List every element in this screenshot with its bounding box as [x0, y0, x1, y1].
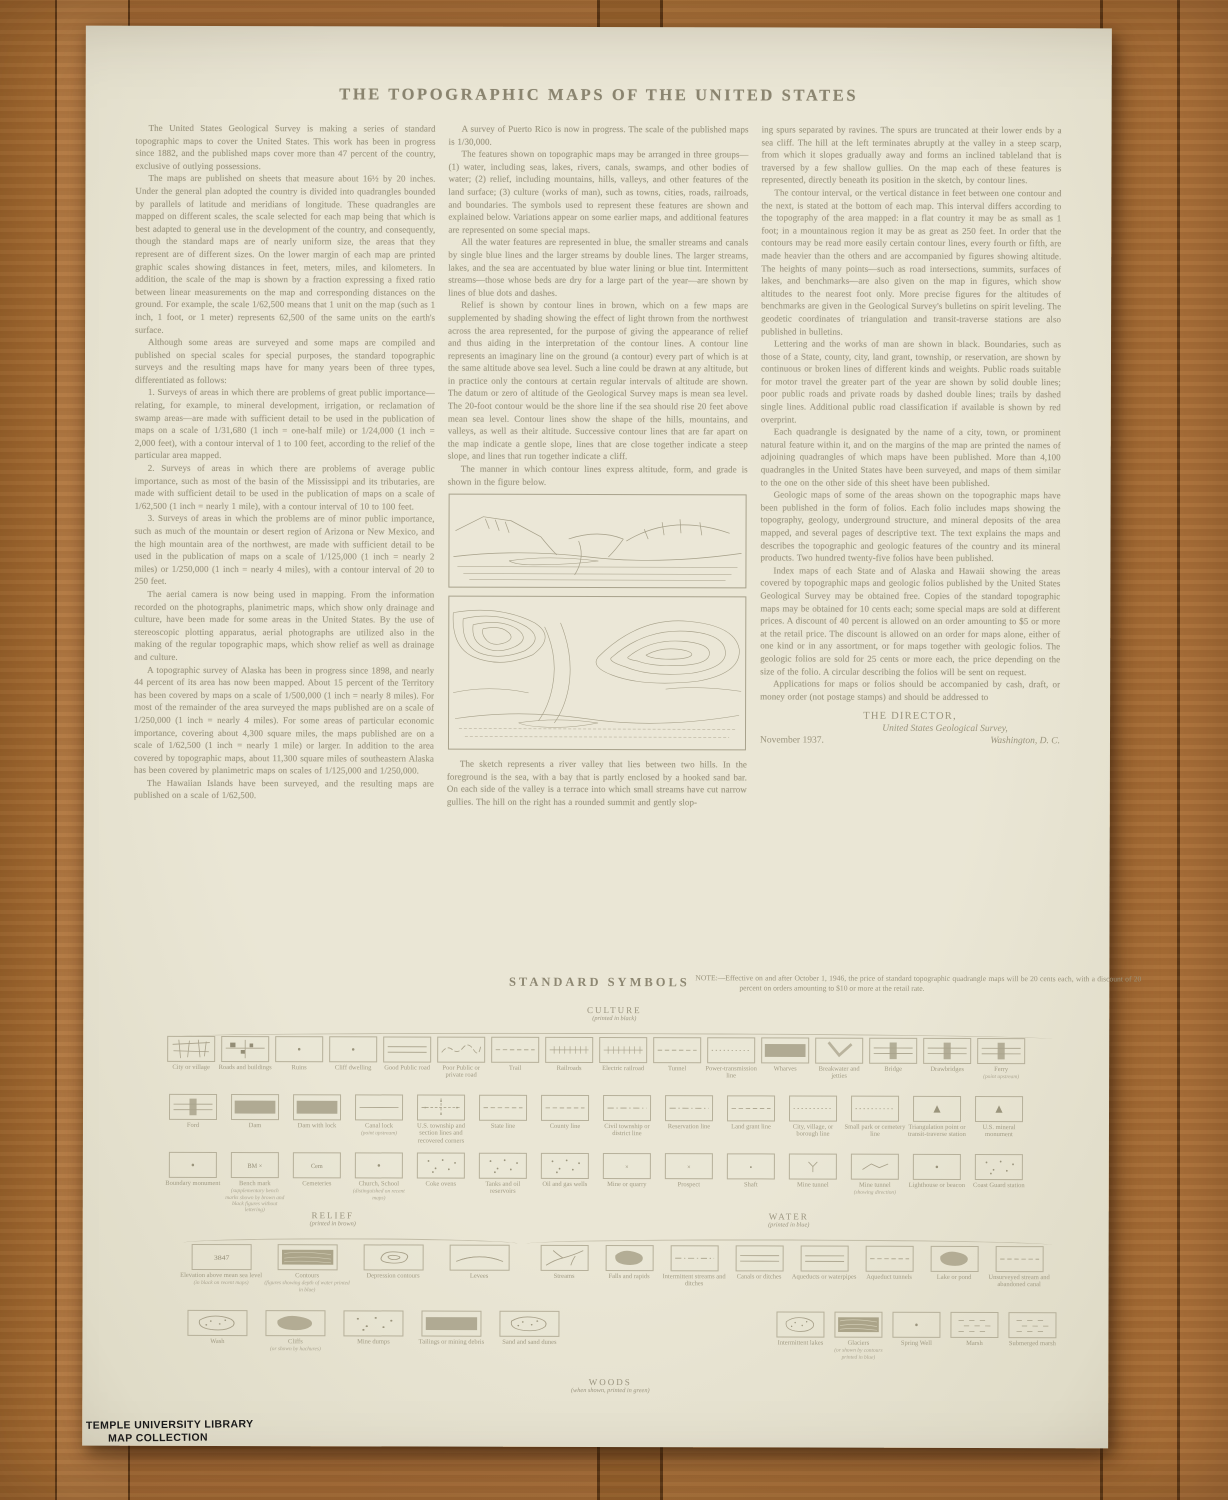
symbol-label: Mine tunnel	[797, 1181, 829, 1189]
symbol-label: U.S. township and section lines and recovered corners	[416, 1122, 466, 1145]
paragraph: Each quadrangle is designated by the name of a city, town, or prominent natural feature within it, and on the margins of the map are printed the names of adjoining quadrangles of which maps have been published. More than 4,100 quadrangles in the United States have been surveyed, and maps of them similar to the one on the other side of this sheet have been published.	[760, 426, 1061, 488]
symbol-label: Dam with lock	[297, 1122, 337, 1130]
symbol-item	[472, 1095, 534, 1131]
symbol-item	[829, 1312, 887, 1361]
symbol-swatch-wash	[187, 1310, 247, 1336]
symbol-swatch-dots	[479, 1153, 527, 1179]
paragraph: Index maps of each State and of Alaska and Hawaii showing the areas covered by topographic maps and geologic folios published by the United States Geological Survey may be obtained free. Copies of the standard topographic maps may be obtained for 10 cents each; some special maps are sold at different prices. A discount of 40 percent is allowed on an order amounting to $5 or more at the retail price. The discount is allowed on an order for maps alone, either of one kind or in any assortment, or for maps together with geologic folios. The geologic folios are sold for 25 cents or more each, the price depending on the size of the folio. A circular describing the folios will be sent on request.	[760, 565, 1061, 677]
symbol-swatch-wash	[776, 1311, 824, 1337]
column-3-paragraphs	[760, 123, 1062, 703]
symbol-label: Aqueduct tunnels	[866, 1273, 912, 1281]
paragraph: ing spurs separated by ravines. The spurs are truncated at their lower ends by a sea cliff. The hill at the left terminates abruptly at the valley in a steep scarp, from which it slopes gradually away and forms an inclined tableland that is traversed by a few shallow gullies. On the map each of these features is represented, directly beneath its position in the sketch, by contour lines.	[761, 124, 1062, 186]
paragraph: Lettering and the works of man are shown in black. Boundaries, such as those of a State, county, city, land grant, township, or reservation, are shown by continuous or broken lines of different kinds and weights. Public roads suitable for motor travel the greater part of the year are shown by solid double lines; poor public roads and private roads by dashed double lines; trails by dashed single lines. Additional public road classification if available is shown by red overprint.	[760, 338, 1062, 425]
symbol-swatch-dot	[892, 1312, 940, 1338]
symbol-label: Electric railroad	[602, 1065, 645, 1073]
symbol-label: Triangulation point or transit-traverse station	[907, 1123, 966, 1139]
symbol-item	[658, 1095, 720, 1131]
symbol-label: Prospect	[677, 1181, 701, 1189]
symbol-item	[1003, 1312, 1061, 1348]
symbol-swatch-dot	[355, 1152, 403, 1178]
symbol-item	[597, 1245, 662, 1281]
symbol-item	[596, 1037, 650, 1073]
symbol-swatch-dline	[383, 1036, 431, 1062]
symbol-item	[434, 1037, 488, 1080]
symbol-item	[326, 1036, 380, 1072]
symbol-swatch-text	[293, 1152, 341, 1178]
symbol-swatch-dashdot	[603, 1095, 651, 1121]
symbol-label: Coke ovens	[425, 1180, 457, 1188]
symbol-swatch-solid	[231, 1094, 279, 1120]
symbol-label: State line	[490, 1122, 516, 1130]
symbol-label: Railroads	[556, 1064, 582, 1072]
symbol-label: Falls and rapids	[608, 1273, 650, 1281]
symbol-label: Canals or ditches	[736, 1273, 782, 1281]
symbol-label: Ruins	[291, 1064, 307, 1072]
relief-row	[178, 1244, 523, 1294]
paragraph: 3. Surveys of areas in which the problems are of minor public importance, such as much of the mountain or desert region of Arizona or New Mexico, and the high mountain area of the northwest, are made with sufficient detail to be used in the publication of maps on a scale of 1/125,000 (1 inch = nearly 2 miles) or 1/250,000 (1 inch = nearly 4 miles), with a contour interval of 20 to 250 feet.	[134, 513, 435, 587]
symbol-label: Roads and buildings	[218, 1064, 272, 1072]
symbol-item	[164, 1036, 218, 1072]
symbol-sublabel: (supplementary bench marks shown by brown and black figures without lettering)	[225, 1188, 285, 1214]
symbol-label: Breakwater and jetties	[818, 1065, 860, 1081]
symbol-swatch-dashline	[865, 1246, 913, 1272]
paragraph: The aerial camera is now being used in mapping. From the information recorded on the photographs, planimetric maps, which show only drainage and culture, have been made for some areas in the United States. By the use of stereoscopic plotting apparatus, aerial photographs are utilized also in the making of the regular topographic maps, which show relief as well as drainage and culture.	[134, 588, 435, 662]
symbol-label: Depression contours	[366, 1272, 420, 1280]
symbol-label: Mine tunnel	[859, 1181, 891, 1189]
symbol-swatch-tri	[975, 1096, 1023, 1122]
symbol-label: Wharves	[773, 1065, 797, 1073]
figure-contour-map	[448, 596, 746, 751]
symbol-item	[272, 1036, 326, 1072]
symbol-swatch-dashline	[491, 1037, 539, 1063]
symbol-item	[534, 1153, 596, 1189]
symbol-item	[945, 1312, 1003, 1348]
symbol-label: Ferry	[994, 1066, 1009, 1074]
symbol-label: Dam	[248, 1122, 262, 1130]
symbol-swatch-dot	[913, 1154, 961, 1180]
symbol-swatch-wavy	[437, 1037, 485, 1063]
symbol-label: Drawbridges	[930, 1065, 964, 1073]
symbol-label: Good Public road	[384, 1064, 431, 1072]
symbol-item	[968, 1154, 1030, 1190]
symbol-swatch-band	[869, 1038, 917, 1064]
symbol-label: Marsh	[966, 1339, 983, 1348]
symbol-label: Wash	[210, 1337, 225, 1346]
symbol-item	[720, 1153, 782, 1189]
symbol-label: Church, School	[358, 1180, 400, 1188]
symbol-label: Poor Public or private road	[442, 1064, 480, 1080]
symbol-swatch-dot	[169, 1152, 217, 1178]
symbol-swatch-hline	[355, 1094, 403, 1120]
symbol-item	[906, 1096, 968, 1139]
symbol-swatch-text	[231, 1152, 279, 1178]
symbol-swatch-lake	[605, 1245, 653, 1271]
svg-text:▪: ▪	[749, 1164, 752, 1172]
symbol-item	[218, 1036, 272, 1072]
symbol-item	[727, 1245, 792, 1281]
symbol-label: Bridge	[884, 1065, 902, 1073]
column-2-top	[448, 123, 749, 489]
symbol-label: Tanks and oil reservoirs	[485, 1180, 521, 1196]
symbol-item	[488, 1037, 542, 1073]
symbol-swatch-tri	[913, 1096, 961, 1122]
symbol-swatch-dashline	[541, 1095, 589, 1121]
symbol-swatch-lake	[930, 1246, 978, 1272]
symbol-item	[596, 1095, 658, 1138]
symbol-swatch-dline	[735, 1245, 783, 1271]
paragraph: The contour interval, or the vertical distance in feet between one contour and the next, is stated at the bottom of each map. This interval differs according to the topography of the area mapped: in a flat country it may be as small as 1 foot; in a mountainous region it may be as great as 250 feet. In order that the contours may be read more easily certain contour lines, every fourth or fifth, are made heavier than the others and are accompanied by figures showing altitude. The heights of many points—such as road intersections, summits, surfaces of lakes, and benchmarks—are also given on the map in figures, which show altitudes to the nearest foot only. More precise figures for the altitudes of benchmarks are given in the Geological Survey's bulletins on spirit leveling. The geodetic coordinates of triangulation and transit-traverse stations are also published in bulletins.	[761, 187, 1062, 337]
signature-agency: United States Geological Survey,	[882, 724, 1008, 735]
symbol-label: Aqueducts or waterpipes	[791, 1273, 857, 1281]
svg-text:Cem: Cem	[311, 1162, 323, 1171]
signature-date: November 1937.	[759, 735, 824, 746]
paragraph: A topographic survey of Alaska has been in progress since 1898, and nearly 44 percent of its area has now been mapped. About 15 percent of the Territory has been covered by maps on a scale of 1/500,000 (1 inch = nearly 8 miles). For most of the remainder of the area surveyed the maps published are on a scale of 1/250,000 (1 inch = nearly 4 miles). For some areas of particular economic importance, covering about 4,300 square miles, the maps published are on a scale of 1/62,500 (1 inch = nearly 1 mile) or larger. In addition to the area covered by topographic maps, about 11,300 square miles of southeastern Alaska has been covered by planimetric maps on scales of 1/125,000 and 1/250,000.	[133, 664, 435, 776]
symbol-swatch-wash	[499, 1311, 559, 1337]
culture-row-1	[83, 1036, 1109, 1082]
standard-symbols-heading: STANDARD SYMBOLS	[508, 974, 690, 990]
culture-row-2	[83, 1094, 1109, 1147]
document-sheet	[82, 26, 1142, 1449]
symbol-swatch-rail	[545, 1037, 593, 1063]
symbol-item	[162, 1094, 224, 1130]
symbol-swatch-dashline	[653, 1037, 701, 1063]
symbol-label: Cemeteries	[302, 1180, 332, 1188]
symbol-label: Mine or quarry	[607, 1181, 647, 1189]
symbol-label: Lighthouse or beacon	[908, 1181, 965, 1189]
svg-text:×: ×	[625, 1163, 629, 1171]
symbol-item	[412, 1311, 490, 1347]
symbol-item	[410, 1153, 472, 1189]
symbol-swatch-dashline	[479, 1095, 527, 1121]
symbol-item	[844, 1154, 906, 1197]
symbol-swatch-marsh	[950, 1312, 998, 1338]
symbol-item	[256, 1310, 334, 1353]
paragraph: 1. Surveys of areas in which there are problems of great public importance—relating, for example, to mineral development, irrigation, or reclamation of swamp areas—are made with sufficient detail to be used in the publication of maps on a scale of 1/31,680 (1 inch = one-half mile) or 1/24,000 (1 inch = 2,000 feet), with a contour interval of 1 to 100 feet, according to the relief of the particular area mapped.	[134, 387, 435, 461]
symbol-label: Boundary monument	[165, 1179, 221, 1188]
symbol-item	[922, 1246, 987, 1282]
symbol-label: Cliffs	[288, 1338, 303, 1346]
symbol-swatch-dashdot	[665, 1095, 713, 1121]
symbol-label: Small park or cemetery line	[844, 1123, 906, 1139]
symbol-label: Tailings or mining debris	[418, 1338, 485, 1346]
symbol-swatch-lake	[265, 1310, 325, 1336]
symbol-swatch-zig	[851, 1154, 899, 1180]
symbol-swatch-citymap	[167, 1036, 215, 1062]
symbol-item	[662, 1245, 727, 1288]
signature-block	[760, 711, 1060, 747]
symbol-item	[334, 1310, 412, 1346]
symbol-label: Contours	[295, 1272, 320, 1280]
symbol-item	[534, 1095, 596, 1131]
paragraph: The features shown on topographic maps may be arranged in three groups—(1) water, including seas, lakes, rivers, canals, swamps, and other bodies of water; (2) relief, including mountains, hills, valleys, and other features of the land surface; (3) culture (works of man), such as towns, cities, roads, railroads, and boundaries. The symbols used to represent these features are shown and explained below. Variations appear on some earlier maps, and additional features are represented on some special maps.	[448, 148, 749, 235]
symbol-swatch-dotline	[789, 1096, 837, 1122]
relief-row-2	[177, 1310, 569, 1354]
symbol-label: Spring Well	[900, 1339, 932, 1347]
symbol-item	[771, 1311, 829, 1347]
paragraph: The Hawaiian Islands have been surveyed, and the resulting maps are published on a scale of 1/62,500.	[133, 777, 434, 801]
symbol-swatch-band	[169, 1094, 217, 1120]
paragraph: Although some areas are surveyed and some maps are compiled and published on special scales for special purposes, the standard topographic surveys and the resulting maps have for many years been of three types, differentiated as follows:	[134, 336, 436, 385]
symbol-item	[436, 1245, 522, 1281]
symbol-swatch-arc	[449, 1245, 509, 1271]
symbol-item	[782, 1095, 844, 1138]
symbol-swatch-dots	[343, 1310, 403, 1336]
symbol-label: Unsurveyed stream and abandoned canal	[988, 1274, 1050, 1289]
signature-director: THE DIRECTOR,	[863, 711, 957, 723]
symbol-label: Glaciers	[847, 1339, 870, 1347]
paragraph: Applications for maps or folios should be accompanied by cash, draft, or money order (not postage stamps) and should be addressed to	[760, 678, 1061, 702]
symbol-swatch-grid	[417, 1095, 465, 1121]
column-2	[446, 123, 748, 982]
symbol-swatch-solid	[293, 1094, 341, 1120]
symbol-swatch-contour	[363, 1244, 423, 1270]
column-3	[759, 123, 1061, 982]
stamp-line-2: MAP COLLECTION	[108, 1431, 209, 1445]
woods-heading: WOODS (when shown, printed in green)	[570, 1376, 650, 1395]
symbol-swatch-rail	[599, 1037, 647, 1063]
paragraph: The United States Geological Survey is making a series of standard topographic maps to cover the United States. This work has been in progress since 1882, and the published maps cover more than 47 percent of the country, exclusive of outlying possessions.	[135, 122, 436, 171]
symbol-label: Mine dumps	[357, 1338, 390, 1346]
symbol-label: Reservation line	[667, 1123, 711, 1131]
paragraph: 2. Surveys of areas in which there are problems of average public importance, such as most of the basin of the Mississippi and its tributaries, are made with sufficient detail to be used in the publication of maps on a scale of 1/62,500 (1 inch = nearly 1 mile), with a contour interval of 10 to 100 feet.	[134, 462, 435, 512]
symbol-item	[178, 1244, 264, 1287]
symbol-item	[658, 1153, 720, 1189]
svg-text:×: ×	[687, 1163, 691, 1172]
symbol-item	[542, 1037, 596, 1073]
symbol-item	[887, 1312, 945, 1348]
paragraph: The sketch represents a river valley that lies between two hills. In the foreground is the sea, with a bay that is partly enclosed by a hooked sand bar. On each side of the valley is a terrace into which small streams have cut narrow gullies. The hill on the right has a rounded summit and gently slop-	[446, 758, 747, 808]
symbol-label: Intermittent streams and ditches	[662, 1273, 726, 1288]
symbol-item	[348, 1152, 410, 1201]
symbol-label: City or village	[172, 1063, 210, 1071]
symbol-label: Shaft	[743, 1181, 758, 1189]
symbol-sublabel: (distinguished on recent maps)	[352, 1188, 405, 1202]
symbol-item	[792, 1246, 857, 1282]
symbol-label: Intermittent lakes	[777, 1339, 824, 1347]
symbol-item	[410, 1095, 472, 1146]
symbol-item	[490, 1311, 568, 1347]
symbol-swatch-dashline	[995, 1246, 1043, 1272]
symbol-item	[720, 1095, 782, 1131]
symbol-swatch-dashline	[727, 1095, 775, 1121]
symbol-label: Canal lock	[364, 1122, 393, 1130]
symbol-label: Tunnel	[668, 1065, 687, 1073]
culture-row-3	[83, 1152, 1109, 1216]
symbol-label: Cliff dwelling	[334, 1064, 372, 1072]
figure-landscape-sketch	[448, 494, 746, 589]
symbol-label: Levees	[469, 1272, 489, 1280]
svg-text:BM ×: BM ×	[247, 1162, 263, 1170]
symbol-swatch-text	[603, 1153, 651, 1179]
symbol-item	[906, 1154, 968, 1190]
symbol-label: Submerged marsh	[1008, 1340, 1056, 1348]
paragraph: The manner in which contour lines express altitude, form, and grade is shown in the figure below.	[447, 463, 748, 487]
symbol-item	[348, 1094, 410, 1137]
symbol-label: Trail	[508, 1064, 522, 1072]
symbol-sublabel: (in black on recent maps)	[193, 1280, 249, 1287]
culture-heading: CULTURE (printed in black)	[586, 1004, 642, 1023]
paragraph: Relief is shown by contour lines in brown, which on a few maps are supplemented by shading showing the effect of light thrown from the northwest across the area represented, for the purpose of giving the appearance of relief and thus aiding in the interpretation of the contour lines. A contour line represents an imaginary line on the ground (a contour) every part of which is at the same altitude above sea level. Such a line could be drawn at any altitude, but in practice only the contours at certain regular intervals of altitude are shown. The datum or zero of altitude of the Geological Survey maps is mean sea level. The 20-foot contour would be the shore line if the sea should rise 20 feet above mean sea level. Contour lines show the shape of the hills, mountains, and valleys, as well as their altitude. Successive contour lines that are far apart on the map indicate a gentle slope, lines that are close together indicate a steep slope, and lines that run together indicate a cliff.	[447, 299, 749, 462]
symbol-swatch-dots	[541, 1153, 589, 1179]
symbol-swatch-dline	[800, 1246, 848, 1272]
symbol-swatch-streams	[540, 1245, 588, 1271]
symbol-swatch-fork	[789, 1154, 837, 1180]
water-row-2	[770, 1311, 1062, 1361]
symbol-item	[974, 1038, 1028, 1081]
symbol-swatch-dot	[275, 1036, 323, 1062]
symbol-swatch-dots	[975, 1154, 1023, 1180]
symbol-sublabel: (showing direction)	[853, 1190, 896, 1197]
relief-heading: RELIEF (printed in brown)	[309, 1210, 356, 1228]
symbol-sublabel: (or shown by contours printed in blue)	[834, 1348, 883, 1361]
symbol-label: County line	[549, 1122, 581, 1130]
paragraph: Geologic maps of some of the areas shown on the topographic maps have been published in the form of folios. Each folio includes maps showing the topography, geology, underground structure, and mineral deposits of the area mapped, and several pages of descriptive text. The text explains the maps and describes the topographic and geologic features of the country and its mineral products. Two hundred twenty-five folios have been published.	[760, 489, 1061, 564]
symbol-item	[596, 1153, 658, 1189]
symbol-label: Streams	[553, 1272, 575, 1280]
symbol-item	[844, 1096, 906, 1139]
column-2-bottom	[447, 758, 747, 809]
signature-place: Washington, D. C.	[990, 736, 1061, 747]
symbol-item	[857, 1246, 922, 1282]
stamp-line-1: TEMPLE UNIVERSITY LIBRARY	[85, 1418, 254, 1432]
symbol-item	[350, 1244, 436, 1280]
symbol-swatch-contours	[277, 1244, 337, 1270]
symbol-label: Civil township or district line	[604, 1123, 650, 1138]
symbol-label: Coast Guard station	[972, 1181, 1025, 1190]
symbol-item	[968, 1096, 1030, 1139]
symbol-label: Ford	[186, 1121, 200, 1129]
symbol-swatch-vee	[815, 1038, 863, 1064]
symbol-label: Sand and sand dunes	[502, 1338, 557, 1346]
column-1	[133, 122, 435, 981]
symbol-sublabel: (point upstream)	[360, 1130, 397, 1137]
symbol-swatch-text	[191, 1244, 251, 1270]
paragraph: All the water features are represented in blue, the smaller streams and canals by single blue lines and the larger streams by double lines. The larger streams, lakes, and the sea are accentuated by blue water lining or blue tint. Intermittent streams—those whose beds are dry for a large part of the year—are shown by lines of blue dots and dashes.	[448, 236, 749, 298]
page-title: THE TOPOGRAPHIC MAPS OF THE UNITED STATES	[339, 84, 859, 105]
svg-text:3847: 3847	[213, 1254, 229, 1262]
symbol-item	[178, 1310, 256, 1346]
symbol-swatch-town	[221, 1036, 269, 1062]
symbol-label: Elevation above mean sea level	[180, 1271, 263, 1280]
symbol-swatch-band	[923, 1038, 971, 1064]
symbol-item	[812, 1038, 866, 1081]
symbol-item	[472, 1153, 534, 1196]
paragraph: The maps are published on sheets that measure about 16½ by 20 inches. Under the general plan adopted the country is divided into quadrangles bounded by parallels of latitude and meridians of longitude. These quadrangles are mapped on different scales, the scale selected for each map being that which is best adapted to general use in the development of the country, and consequently, though the standard maps are of nearly uniform size, the areas that they represent are of different sizes. On the lower margin of each map are printed graphic scales showing distances in feet, meters, miles, and kilometers. In addition, the scale of the map is shown by a fraction expressing a fixed ratio between linear measurements on the map and corresponding distances on the ground. For example, the scale 1/62,500 means that 1 unit on the map (such as 1 inch, 1 foot, or 1 meter) represents 62,500 of the same units on the earth's surface.	[135, 173, 436, 335]
symbol-item	[532, 1245, 597, 1281]
symbol-swatch-dot	[329, 1036, 377, 1062]
symbol-label: Bench mark	[239, 1180, 271, 1188]
symbol-label: Power-transmission line	[705, 1065, 757, 1080]
symbol-sublabel: (figures showing depth of water printed in blue)	[264, 1280, 350, 1293]
standard-symbols-section	[82, 972, 1142, 1449]
symbol-item	[650, 1037, 704, 1073]
symbol-item	[286, 1094, 348, 1130]
symbol-swatch-dots	[417, 1153, 465, 1179]
symbol-item	[758, 1037, 812, 1073]
symbol-swatch-solid	[761, 1037, 809, 1063]
symbol-item	[380, 1036, 434, 1072]
symbol-sublabel: (point upstream)	[983, 1074, 1020, 1081]
symbol-item	[920, 1038, 974, 1074]
symbol-item	[224, 1152, 286, 1213]
price-note: NOTE:—Effective on and after October 1, 1946, the price of standard topographic quadrangle maps will be 20 cents each, with a discount of 20 percent on orders amounting to $10 or more at the retail rate.	[695, 973, 1142, 993]
symbol-swatch-dotline	[707, 1037, 755, 1063]
symbol-swatch-text	[665, 1153, 713, 1179]
symbol-swatch-contours	[834, 1312, 882, 1338]
symbol-item	[286, 1152, 348, 1188]
symbol-swatch-solid	[421, 1311, 481, 1337]
symbol-item	[866, 1038, 920, 1074]
symbol-swatch-dotline	[851, 1096, 899, 1122]
symbol-swatch-band	[977, 1038, 1025, 1064]
symbol-sublabel: (or shown by hachures)	[269, 1346, 321, 1353]
symbol-label: Lake or pond	[936, 1273, 972, 1281]
symbol-item	[224, 1094, 286, 1130]
symbol-item	[782, 1153, 844, 1189]
symbol-label: City, village, or borough line	[792, 1123, 834, 1139]
symbol-swatch-dashdot	[670, 1245, 718, 1271]
symbol-item	[987, 1246, 1052, 1289]
water-row	[531, 1245, 1053, 1289]
water-heading: WATER (printed in blue)	[768, 1211, 810, 1229]
symbol-swatch-marsh	[1008, 1312, 1056, 1338]
library-stamp	[86, 1418, 254, 1446]
symbol-item	[162, 1152, 224, 1188]
symbol-label: Oil and gas wells	[542, 1180, 588, 1188]
symbol-item	[704, 1037, 758, 1080]
symbol-label: Land grant line	[731, 1123, 771, 1131]
symbol-item	[264, 1244, 350, 1293]
symbol-swatch-text	[727, 1153, 775, 1179]
paragraph: A survey of Puerto Rico is now in progress. The scale of the published maps is 1/30,000.	[448, 123, 749, 147]
symbol-label: U.S. mineral monument	[982, 1124, 1016, 1139]
text-columns	[133, 122, 1061, 982]
